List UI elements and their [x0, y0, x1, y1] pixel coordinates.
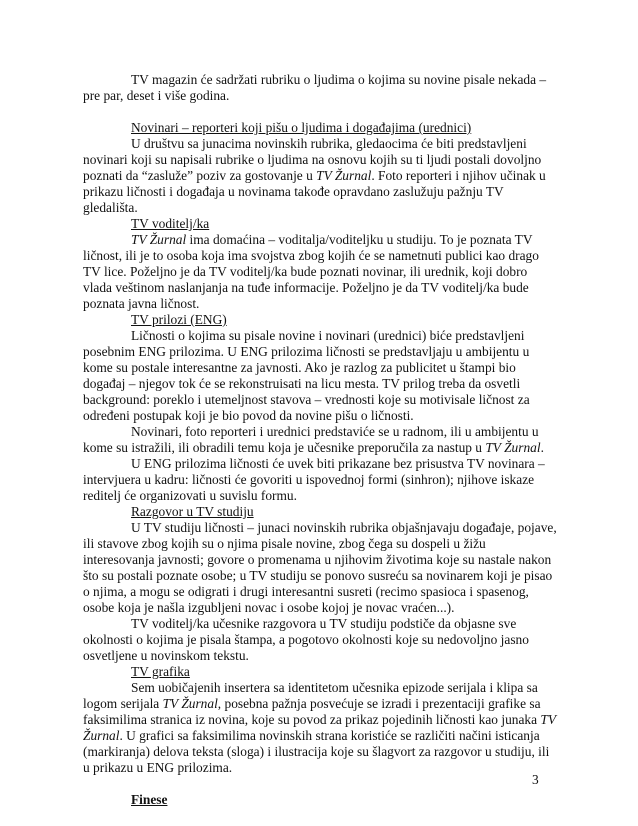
paragraph-grafika [83, 680, 559, 776]
text-run: . [540, 440, 544, 455]
paragraph-prilozi-2 [83, 424, 559, 456]
heading-grafika: TV grafika [131, 664, 190, 679]
italic-run: TV Žurnal [131, 232, 187, 247]
heading-prilozi: TV prilozi (ENG) [131, 312, 227, 327]
document-page [83, 72, 559, 808]
paragraph-prilozi-3: U ENG prilozima ličnosti će uvek biti prikazane bez prisustva TV novinara – intervjuera u kadru: ličnosti će govoriti u ispovednoj formi (sinhron); njihove iskaze reditelj će organizovati u suvislu formu. [83, 456, 545, 503]
spacer [83, 104, 559, 120]
heading-voditelj: TV voditelj/ka [131, 216, 210, 231]
heading-razgovor: Razgovor u TV studiju [131, 504, 254, 519]
italic-run: TV Žurnal [83, 712, 556, 743]
italic-run: TV Žurnal [162, 696, 218, 711]
italic-run: TV Žurnal [485, 440, 541, 455]
heading-novinari: Novinari – reporteri koji pišu o ljudima i događajima (urednici) [131, 120, 472, 135]
spacer [83, 776, 559, 792]
text-run: . Foto reporteri i njihov učinak u prikazu ličnosti i događaja u novinama takođe opravdano zaslužuju pažnju TV gledališta. [83, 168, 546, 215]
paragraph-prilozi-1: Ličnosti o kojima su pisale novine i novinari (urednici) biće predstavljeni posebnim ENG prilozima. U ENG prilozima ličnosti se predstavljaju u ambijentu u kome su postale interesantne za javnosti. Ako je razlog za publicitet u štampi bio događaj – njegov tok će se rekonstruisati na licu mesta. TV prilog treba da osvetli background: poreklo i utemeljnost stavova – vrednosti koje su motivisale ličnost za određeni postupak koji je bio povod da novine pišu o ličnosti. [83, 328, 530, 423]
intro-paragraph: TV magazin će sadržati rubriku o ljudima o kojima su novine pisale nekada – pre par, deset i više godina. [83, 72, 547, 103]
paragraph-razgovor-1: U TV studiju ličnosti – junaci novinskih rubrika objašnjavaju događaje, pojave, ili stavove zbog kojih su o njima pisale novine, zbog čega su dospeli u žižu interesovanja javnosti; govore o promenama u njihovim životima koje su nastale nakon što su postali poznate osobe; u TV studiju se ponovo susreću sa novinarem koji je pisao o njima, a mogu se odigrati i drugi interesantni susreti (recimo spasioca i spasenog, osobe koja je našla izgubljeni novac i osobe kojoj je novac vraćen...). [83, 520, 557, 615]
heading-finese: Finese [131, 792, 168, 807]
paragraph-razgovor-2: TV voditelj/ka učesnike razgovora u TV studiju podstiče da objasne sve okolnosti o kojima je pisala štampa, a pogotovo okolnosti koje su nedovoljno jasno osvetljene u novinskom tekstu. [83, 616, 529, 663]
text-run: , posebna pažnja posvećuje se izradi i prezentaciji grafike sa faksimilima stranica iz novina, koje su povod za prikaz pojedinih ličnosti kao junaka [83, 696, 541, 727]
text-run: U društvu sa junacima novinskih rubrika, gledaocima će biti predstavljeni novinari koji su napisali rubrike o ljudima na osnovu kojih su ti ljudi postali dovoljno poznati da “zaslužе” poziv za gostovanje u [83, 136, 542, 183]
paragraph-voditelj [83, 232, 559, 312]
text-run: Novinari, foto reporteri i urednici predstaviće se u radnom, ili u ambijentu u kome su istražili, ili obradili temu koja je učesnike preporučila za nastup u [83, 424, 539, 455]
text-run: . U grafici sa faksimilima novinskih strana koristiće se različiti načini isticanja (markiranja) delova teksta (sloga) i ilustracija koje su šlagvort za razgovor u studiju, ili u prikazu u ENG prilozima. [83, 728, 550, 775]
paragraph-novinari [83, 136, 559, 216]
italic-run: TV Žurnal [316, 168, 372, 183]
text-run: Sem uobičajenih insertera sa identitetom učesnika epizode serijala i klipa sa logom serijala [83, 680, 538, 711]
text-run: ima domaćina – voditalja/voditeljku u studiju. To je poznata TV ličnost, ili je to osoba koja ima svojstva zbog kojih će se nametnuti publici kao drago TV lice. Poželjno je da TV voditelj/ka bude poznati novinar, ili urednik, koji dobro vlada veštinom naslanjanja na tuđe informacije. Poželjno je da TV voditelj/ka bude poznata javna ličnost. [83, 232, 539, 311]
page-number: 3 [532, 772, 539, 787]
